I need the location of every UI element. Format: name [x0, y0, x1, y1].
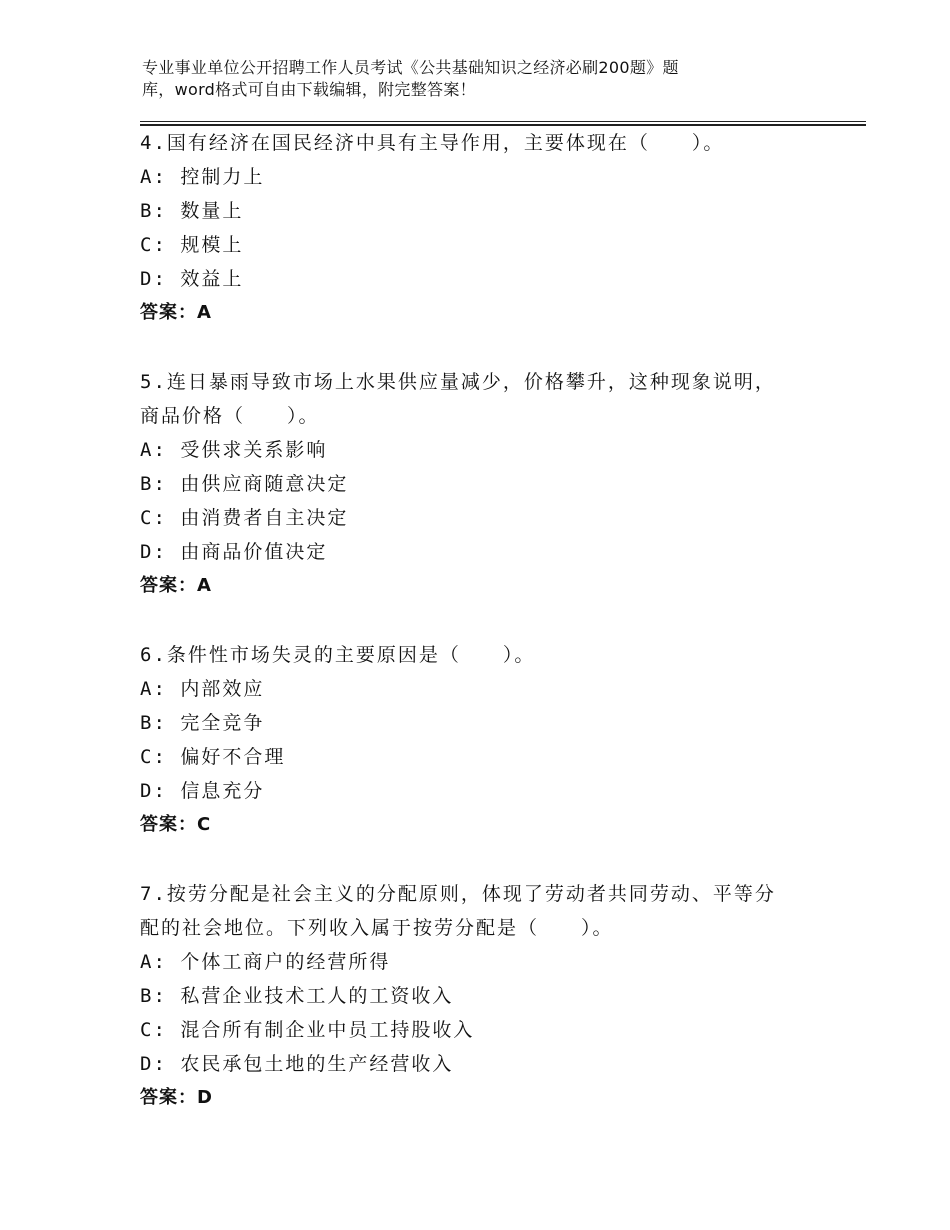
answer-label: 答案：A [140, 575, 212, 596]
document-header [142, 57, 782, 101]
question-stem: 7.按劳分配是社会主义的分配原则，体现了劳动者共同劳动、平等分 [140, 883, 776, 905]
question-stem: 4.国有经济在国民经济中具有主导作用，主要体现在（ ）。 [140, 132, 725, 154]
option-c: C: 混合所有制企业中员工持股收入 [140, 1019, 475, 1041]
header-line-2: 库，word格式可自由下载编辑，附完整答案！ [142, 80, 476, 99]
option-c: C: 由消费者自主决定 [140, 507, 349, 529]
option-b: B: 完全竞争 [140, 712, 265, 734]
question-4 [140, 126, 840, 330]
question-stem: 6.条件性市场失灵的主要原因是（ ）。 [140, 644, 536, 666]
option-c: C: 规模上 [140, 234, 244, 256]
option-b: B: 数量上 [140, 200, 244, 222]
option-d: D: 信息充分 [140, 780, 265, 802]
question-7 [140, 877, 840, 1115]
option-a: A: 内部效应 [140, 678, 265, 700]
spacer [140, 842, 840, 877]
header-divider-thin [140, 121, 866, 122]
spacer [140, 603, 840, 638]
answer-label: 答案：A [140, 302, 212, 323]
option-b: B: 由供应商随意决定 [140, 473, 349, 495]
answer-label: 答案：C [140, 814, 212, 835]
question-6 [140, 638, 840, 842]
option-a: A: 控制力上 [140, 166, 265, 188]
option-b: B: 私营企业技术工人的工资收入 [140, 985, 454, 1007]
option-d: D: 农民承包土地的生产经营收入 [140, 1053, 454, 1075]
question-stem-continued: 配的社会地位。下列收入属于按劳分配是（ ）。 [140, 917, 614, 939]
option-d: D: 效益上 [140, 268, 244, 290]
option-a: A: 受供求关系影响 [140, 439, 328, 461]
question-5 [140, 365, 840, 603]
question-stem: 5.连日暴雨导致市场上水果供应量减少，价格攀升，这种现象说明， [140, 371, 776, 393]
question-list [140, 126, 840, 1115]
question-stem-continued: 商品价格（ ）。 [140, 405, 320, 427]
spacer [140, 330, 840, 365]
option-a: A: 个体工商户的经营所得 [140, 951, 391, 973]
option-d: D: 由商品价值决定 [140, 541, 328, 563]
answer-label: 答案：D [140, 1087, 213, 1108]
header-line-1: 专业事业单位公开招聘工作人员考试《公共基础知识之经济必刷200题》题 [142, 58, 679, 77]
option-c: C: 偏好不合理 [140, 746, 286, 768]
